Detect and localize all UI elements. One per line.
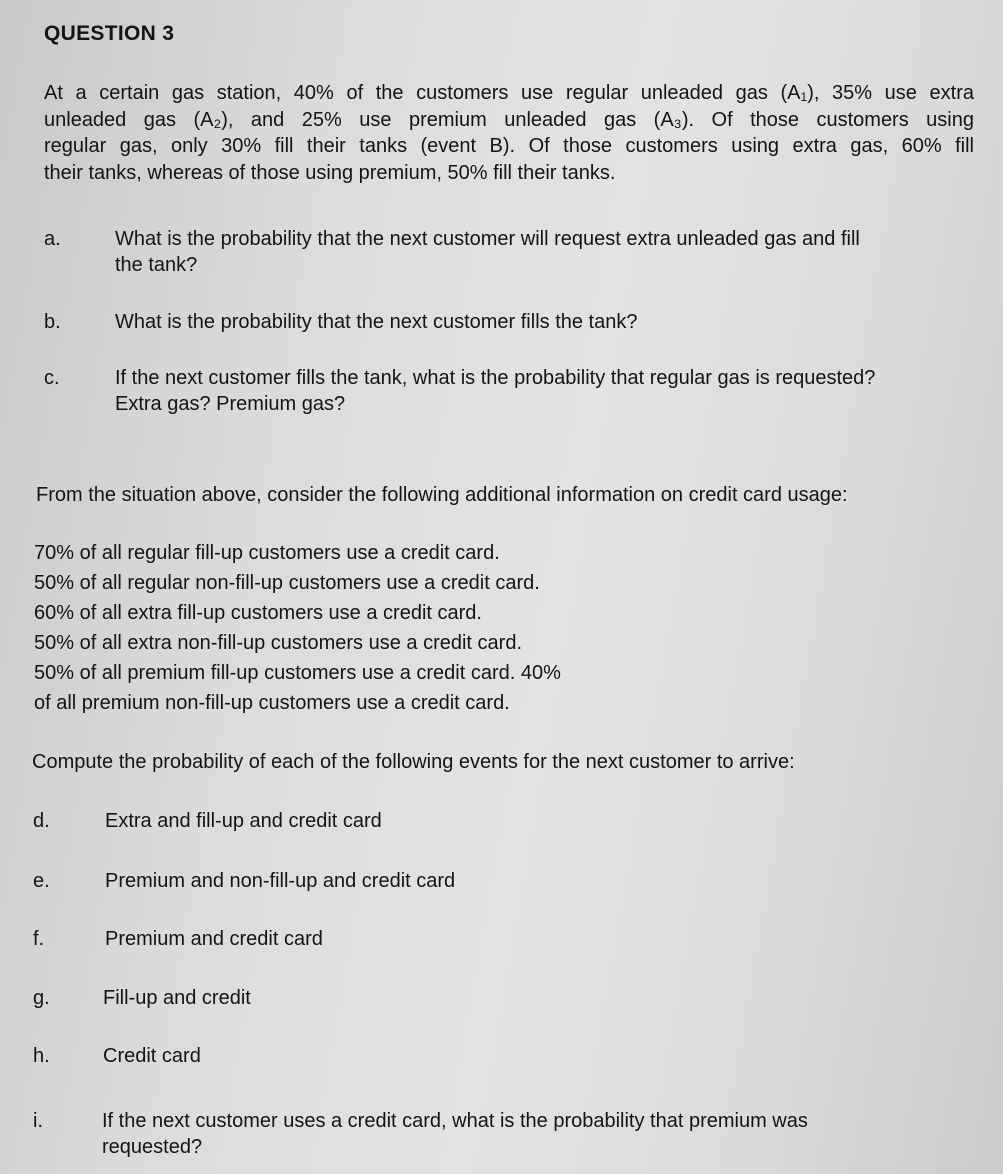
- question-label: h.: [33, 1045, 50, 1067]
- question-text: Extra and fill-up and credit card: [105, 810, 382, 832]
- question-label: i.: [33, 1110, 43, 1132]
- credit-card-info: [34, 538, 561, 718]
- question-text: Credit card: [103, 1045, 201, 1067]
- question-text: What is the probability that the next customer fills the tank?: [115, 311, 638, 333]
- intro-line: regular gas, only 30% fill their tanks (event B). Of those customers using extra gas, 60% fill: [44, 135, 974, 157]
- question-label: c.: [44, 367, 60, 389]
- additional-info-intro: From the situation above, consider the following additional information on credit card usage:: [36, 484, 848, 506]
- question-label: a.: [44, 228, 61, 250]
- intro-line: their tanks, whereas of those using premium, 50% fill their tanks.: [44, 161, 616, 184]
- question-text: If the next customer fills the tank, what is the probability that regular gas is requested? Extra gas? Premium gas?: [115, 367, 876, 415]
- credit-info-line: 50% of all regular non-fill-up customers use a credit card.: [34, 572, 540, 594]
- question-label: e.: [33, 870, 50, 892]
- question-label: b.: [44, 311, 61, 333]
- question-label: g.: [33, 987, 50, 1009]
- intro-line: unleaded gas (A₂), and 25% use premium unleaded gas (A₃). Of those customers using: [44, 108, 974, 131]
- credit-info-line: 50% of all extra non-fill-up customers use a credit card.: [34, 632, 522, 654]
- credit-info-line: 70% of all regular fill-up customers use a credit card.: [34, 542, 500, 564]
- question-text: Premium and credit card: [105, 928, 323, 950]
- question-title: QUESTION 3: [44, 22, 175, 45]
- credit-info-line: 60% of all extra fill-up customers use a credit card.: [34, 602, 482, 624]
- problem-statement: [44, 80, 974, 186]
- intro-line: At a certain gas station, 40% of the customers use regular unleaded gas (A₁), 35% use extra: [44, 82, 974, 104]
- credit-info-line: of all premium non-fill-up customers use a credit card.: [34, 692, 510, 714]
- question-text: Fill-up and credit: [103, 987, 251, 1009]
- question-text: If the next customer uses a credit card, what is the probability that premium was requested?: [102, 1110, 808, 1158]
- question-label: f.: [33, 928, 45, 950]
- compute-intro: Compute the probability of each of the following events for the next customer to arrive:: [32, 751, 795, 773]
- question-text: What is the probability that the next customer will request extra unleaded gas and fill the tank?: [115, 228, 860, 276]
- credit-info-line: 50% of all premium fill-up customers use a credit card. 40%: [34, 662, 561, 684]
- question-text: Premium and non-fill-up and credit card: [105, 870, 456, 892]
- question-label: d.: [33, 810, 50, 832]
